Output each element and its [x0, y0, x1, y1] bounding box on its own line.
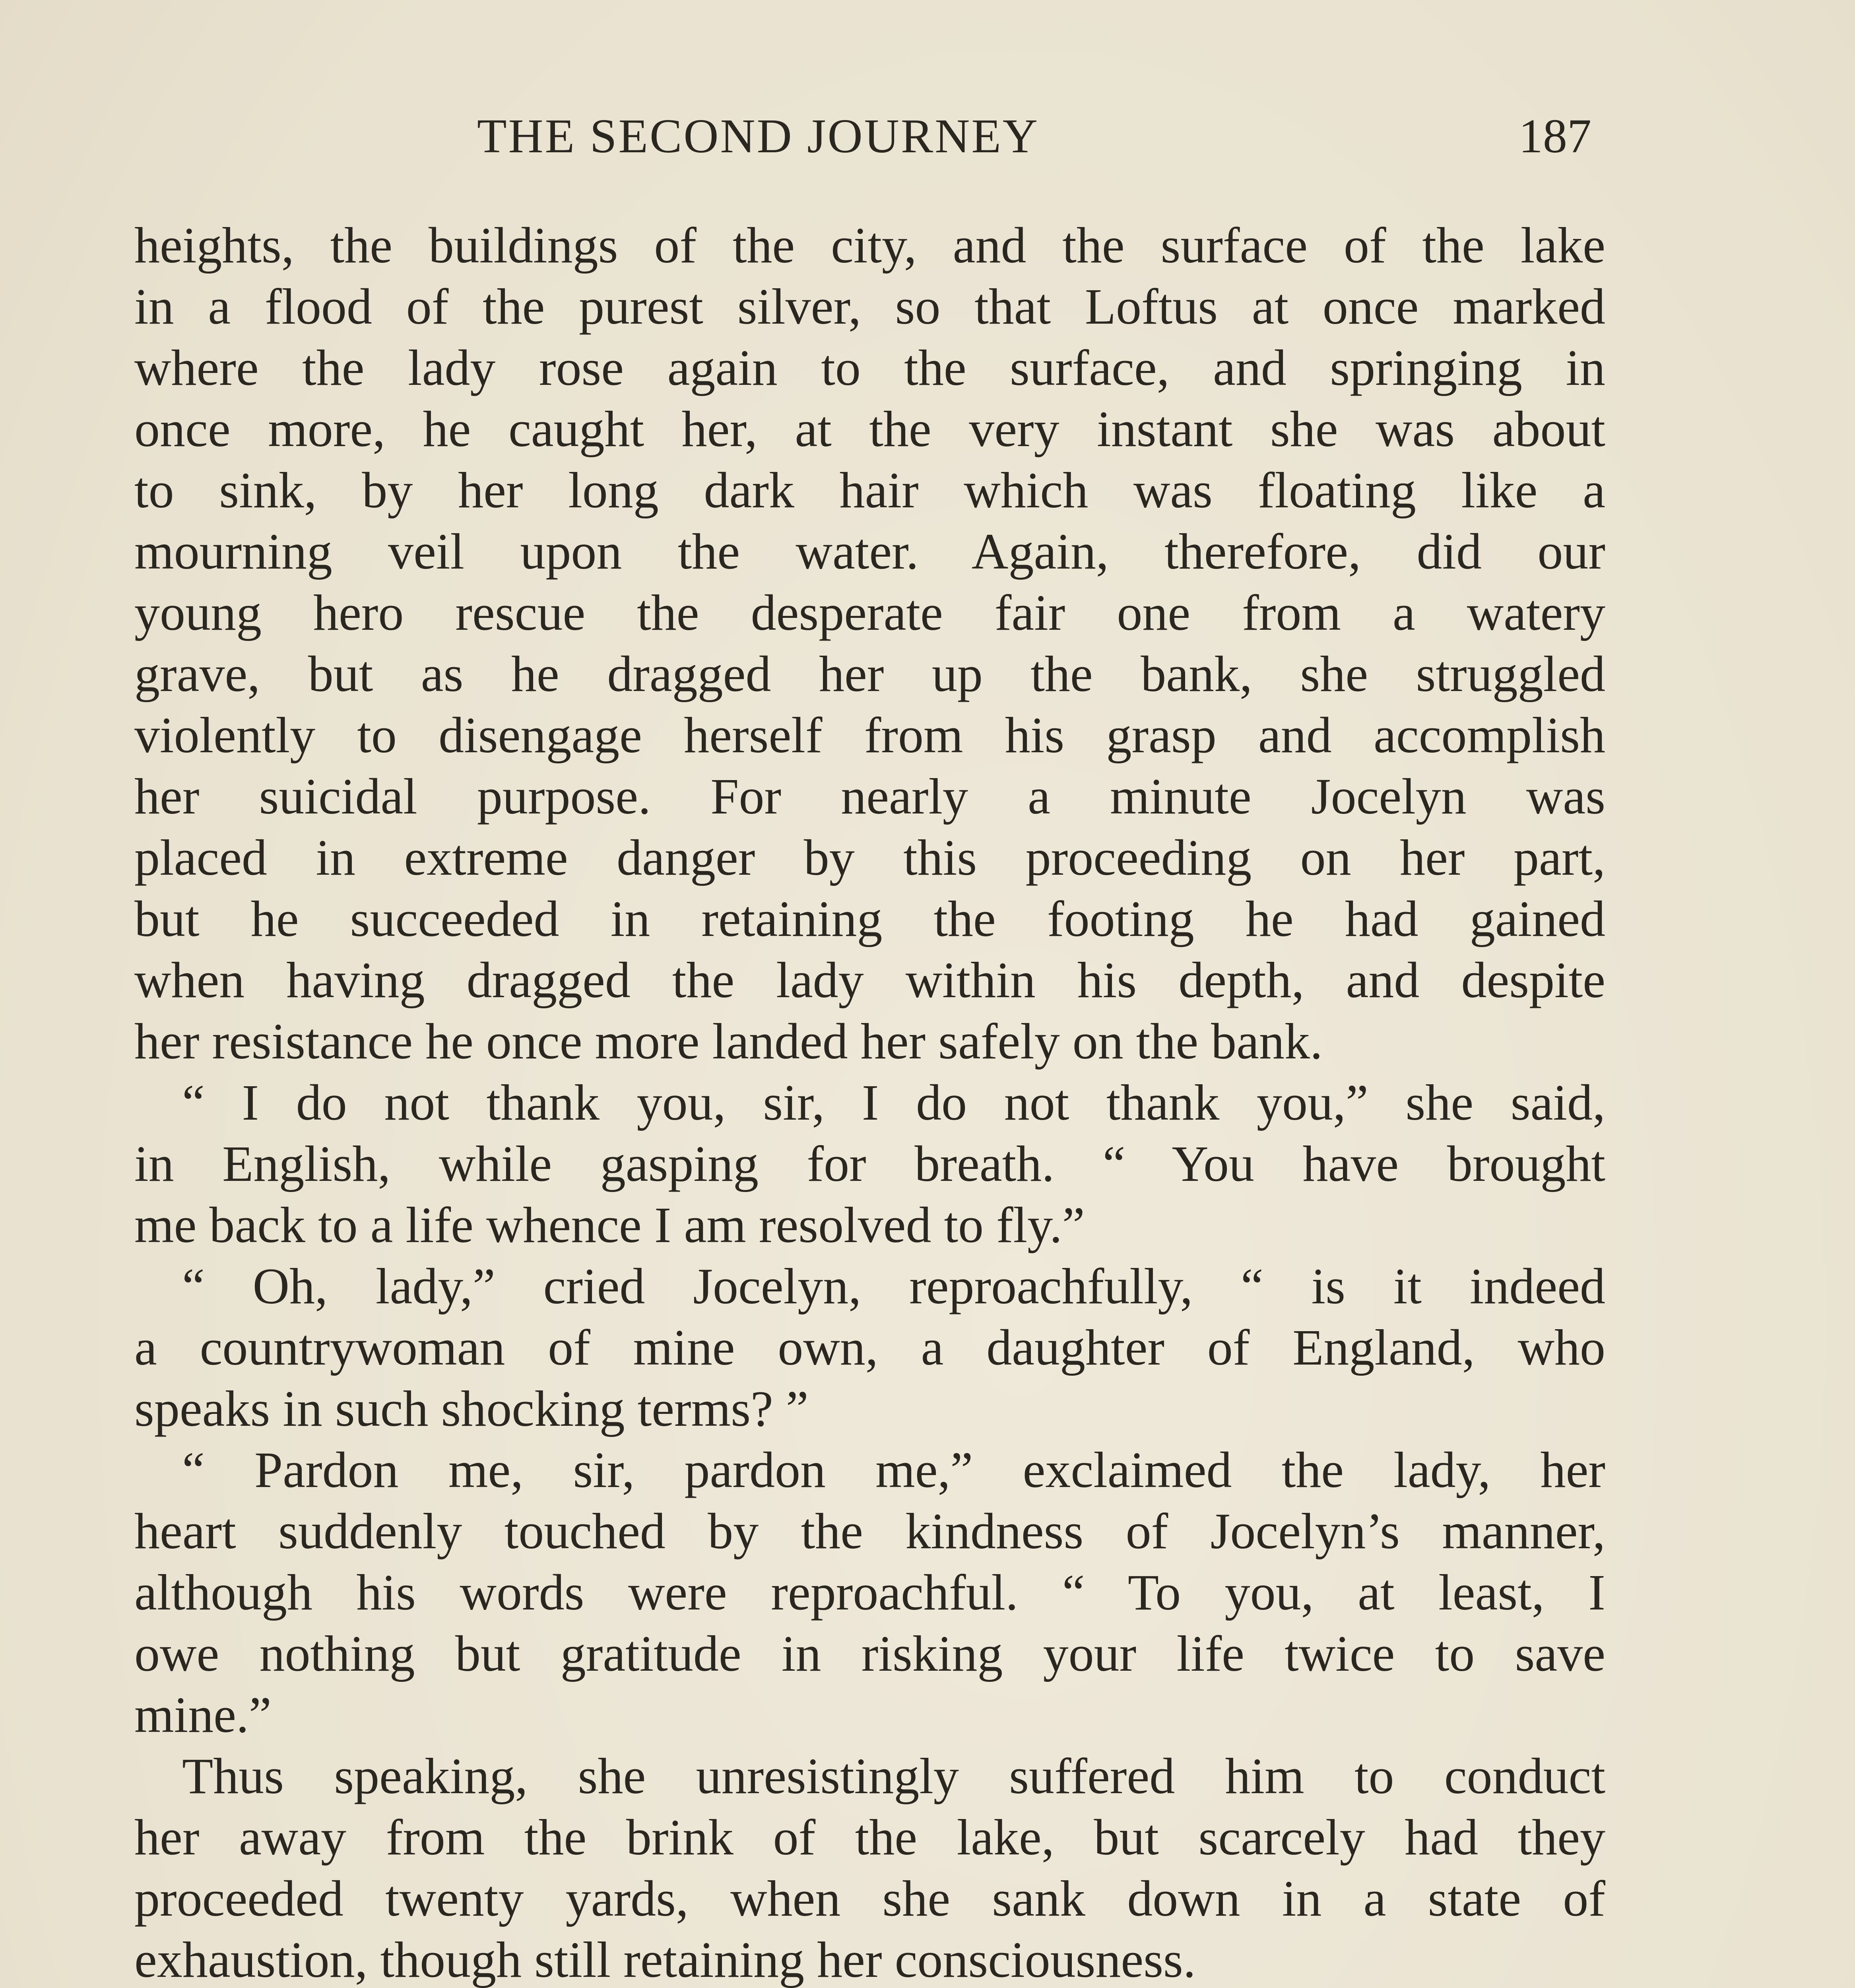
- text-line: placed in extreme danger by this proceeding on her part,: [134, 829, 1605, 886]
- text-line: in English, while gasping for breath. “ You have brought: [134, 1136, 1605, 1192]
- text-line: when having dragged the lady within his depth, and despite: [134, 952, 1605, 1008]
- text-line: mine.”: [134, 1687, 272, 1743]
- text-line: exhaustion, though still retaining her consciousness.: [134, 1932, 1196, 1988]
- text-line: me back to a life whence I am resolved to fly.”: [134, 1197, 1085, 1253]
- text-line: where the lady rose again to the surface, and springing in: [134, 340, 1605, 396]
- text-line: “ Pardon me, sir, pardon me,” exclaimed the lady, her: [182, 1442, 1605, 1498]
- text-line: but he succeeded in retaining the footing he had gained: [134, 891, 1605, 947]
- text-line: a countrywoman of mine own, a daughter of England, who: [134, 1319, 1605, 1376]
- text-line: speaks in such shocking terms? ”: [134, 1380, 809, 1437]
- text-line: mourning veil upon the water. Again, therefore, did our: [134, 523, 1605, 580]
- text-line: her away from the brink of the lake, but scarcely had they: [134, 1809, 1605, 1866]
- page-number: 187: [1519, 109, 1591, 163]
- text-line: violently to disengage herself from his grasp and accomplish: [134, 707, 1605, 763]
- text-line: owe nothing but gratitude in risking your life twice to save: [134, 1625, 1605, 1682]
- text-line: Thus speaking, she unresistingly suffered him to conduct: [182, 1748, 1605, 1804]
- text-line: although his words were reproachful. “ To you, at least, I: [134, 1564, 1605, 1621]
- text-line: heart suddenly touched by the kindness of Jocelyn’s manner,: [134, 1503, 1605, 1559]
- text-line: “ I do not thank you, sir, I do not thank you,” she said,: [182, 1074, 1605, 1131]
- text-line: in a flood of the purest silver, so that Loftus at once marked: [134, 278, 1605, 335]
- body-text: [134, 215, 1605, 1988]
- text-line: heights, the buildings of the city, and the surface of the lake: [134, 217, 1605, 274]
- text-line: her suicidal purpose. For nearly a minute Jocelyn was: [134, 768, 1605, 825]
- text-line: proceeded twenty yards, when she sank down in a state of: [134, 1870, 1605, 1927]
- text-line: “ Oh, lady,” cried Jocelyn, reproachfully, “ is it indeed: [182, 1258, 1605, 1314]
- text-line: once more, he caught her, at the very instant she was about: [134, 401, 1605, 457]
- running-title: THE SECOND JOURNEY: [477, 109, 1039, 163]
- text-line: young hero rescue the desperate fair one from a watery: [134, 584, 1605, 641]
- text-line: to sink, by her long dark hair which was floating like a: [134, 462, 1605, 518]
- running-head: [0, 107, 1855, 166]
- text-line: her resistance he once more landed her safely on the bank.: [134, 1013, 1323, 1070]
- text-line: grave, but as he dragged her up the bank, she struggled: [134, 646, 1605, 702]
